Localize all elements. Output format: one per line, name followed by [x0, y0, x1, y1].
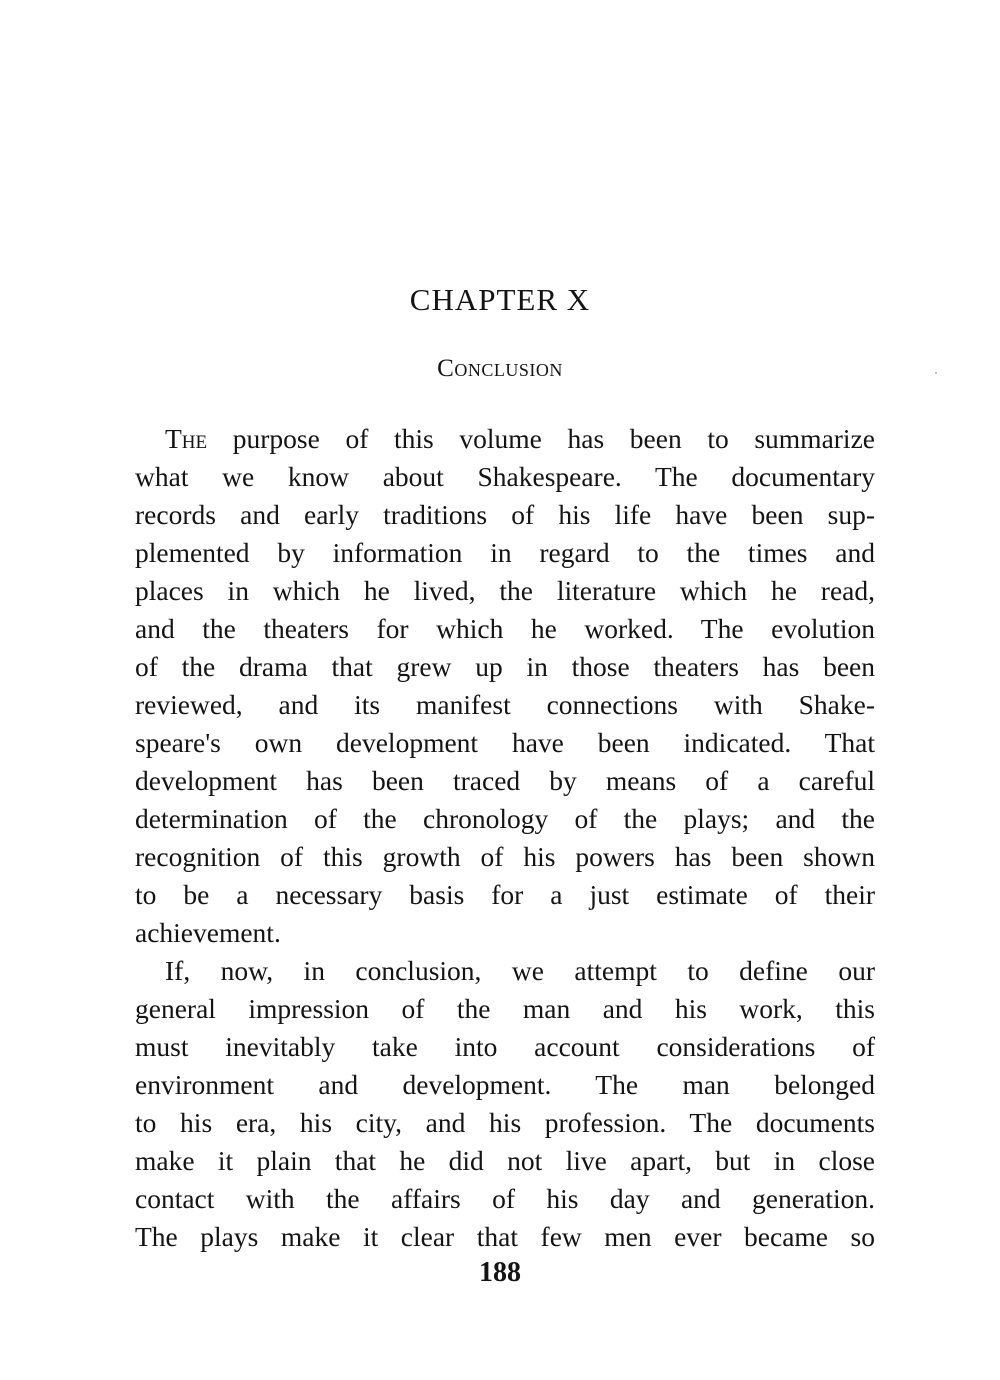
text-line: places in which he lived, the literature which he read,: [135, 575, 875, 606]
text-line: what we know about Shakespeare. The documentary: [135, 461, 875, 492]
text-line: general impression of the man and his work, this: [135, 993, 875, 1024]
text-line: determination of the chronology of the plays; and the: [135, 803, 875, 834]
drop-lead-word: The: [165, 423, 208, 454]
text-line: If, now, in conclusion, we attempt to define our: [165, 955, 875, 986]
text-line: development has been traced by means of a careful: [135, 765, 875, 796]
text-line: achievement.: [135, 917, 281, 948]
text-line: The purpose of this volume has been to summarize: [165, 423, 875, 454]
text-line: make it plain that he did not live apart, but in close: [135, 1145, 875, 1176]
page-number: 188: [479, 1257, 521, 1288]
text-line: plemented by information in regard to the times and: [135, 537, 875, 568]
text-line: of the drama that grew up in those theaters has been: [135, 651, 875, 682]
text-line: must inevitably take into account considerations of: [135, 1031, 875, 1062]
text-line: reviewed, and its manifest connections with Shake-: [135, 689, 875, 720]
scan-speck: [935, 372, 937, 374]
text-line: and the theaters for which he worked. The evolution: [135, 613, 875, 644]
text-line: to be a necessary basis for a just estimate of their: [135, 879, 875, 910]
text-line: records and early traditions of his life have been sup-: [135, 499, 875, 530]
text-line: recognition of this growth of his powers has been shown: [135, 841, 875, 872]
body-text: [135, 420, 875, 1256]
text-line: environment and development. The man belonged: [135, 1069, 875, 1100]
chapter-title: Conclusion: [437, 355, 563, 382]
text-line: to his era, his city, and his profession. The documents: [135, 1107, 875, 1138]
chapter-heading: CHAPTER X: [409, 282, 591, 317]
text-line: The plays make it clear that few men ever became so: [135, 1221, 875, 1252]
text-line: speare's own development have been indicated. That: [135, 727, 875, 758]
text-line: contact with the affairs of his day and generation.: [135, 1183, 875, 1214]
